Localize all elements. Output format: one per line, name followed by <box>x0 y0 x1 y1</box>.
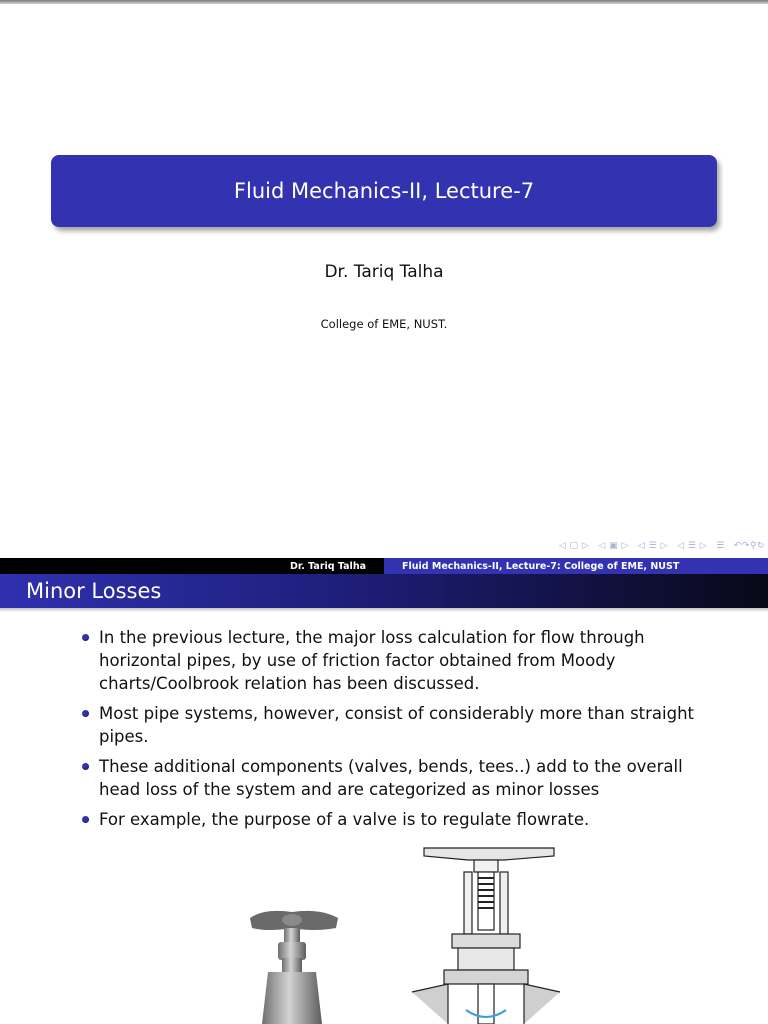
footer <box>0 558 768 574</box>
bullet-text: For example, the purpose of a valve is to regulate flowrate. <box>99 810 590 829</box>
footer-author <box>0 558 384 574</box>
bullet-icon <box>82 710 89 717</box>
institute-name: College of EME, NUST. <box>320 317 448 331</box>
top-rule <box>0 0 768 4</box>
valve-photo <box>244 906 344 1024</box>
title-box <box>51 155 717 227</box>
bullet-item <box>80 755 700 801</box>
frame-title-text: Minor Losses <box>26 579 162 603</box>
bullet-list <box>80 626 700 838</box>
valve-cross-section-diagram <box>408 842 563 1024</box>
footer-title <box>384 558 768 574</box>
bullet-item <box>80 626 700 695</box>
toc-icon[interactable]: ☰ <box>716 541 725 551</box>
navigation-symbols <box>495 538 765 554</box>
bullet-icon <box>82 763 89 770</box>
bullet-text: In the previous lecture, the major loss calculation for flow through horizontal pipes, by use of friction factor obtained from Moody charts/Coolbrook relation has been discussed. <box>99 628 645 693</box>
section-nav-icon[interactable]: ◁ ☰ ▷ <box>637 541 669 551</box>
footer-title-text: Fluid Mechanics-II, Lecture-7: College of EME, NUST <box>402 560 680 572</box>
footer-author-text: Dr. Tariq Talha <box>290 560 366 572</box>
bullet-icon <box>82 816 89 823</box>
frame-nav-icon[interactable]: ◁ ▢ ▷ <box>558 541 590 551</box>
presentation-title: Fluid Mechanics-II, Lecture-7 <box>233 179 535 203</box>
frame-title <box>0 574 768 608</box>
frame-title-shadow <box>0 608 768 612</box>
bullet-text: These additional components (valves, bends, tees..) add to the overall head loss of the system and are categorized as minor losses <box>99 757 683 799</box>
subsection-nav-icon[interactable]: ◁ ▣ ▷ <box>598 541 629 551</box>
search-undo-icon[interactable]: ↶↷⚲↻ <box>733 541 765 551</box>
bullet-text: Most pipe systems, however, consist of considerably more than straight pipes. <box>99 704 695 746</box>
bullet-item <box>80 702 700 748</box>
bullet-icon <box>82 634 89 641</box>
part-nav-icon[interactable]: ◁ ☰ ▷ <box>677 541 708 551</box>
author-name: Dr. Tariq Talha <box>324 262 444 282</box>
bullet-item <box>80 808 700 831</box>
